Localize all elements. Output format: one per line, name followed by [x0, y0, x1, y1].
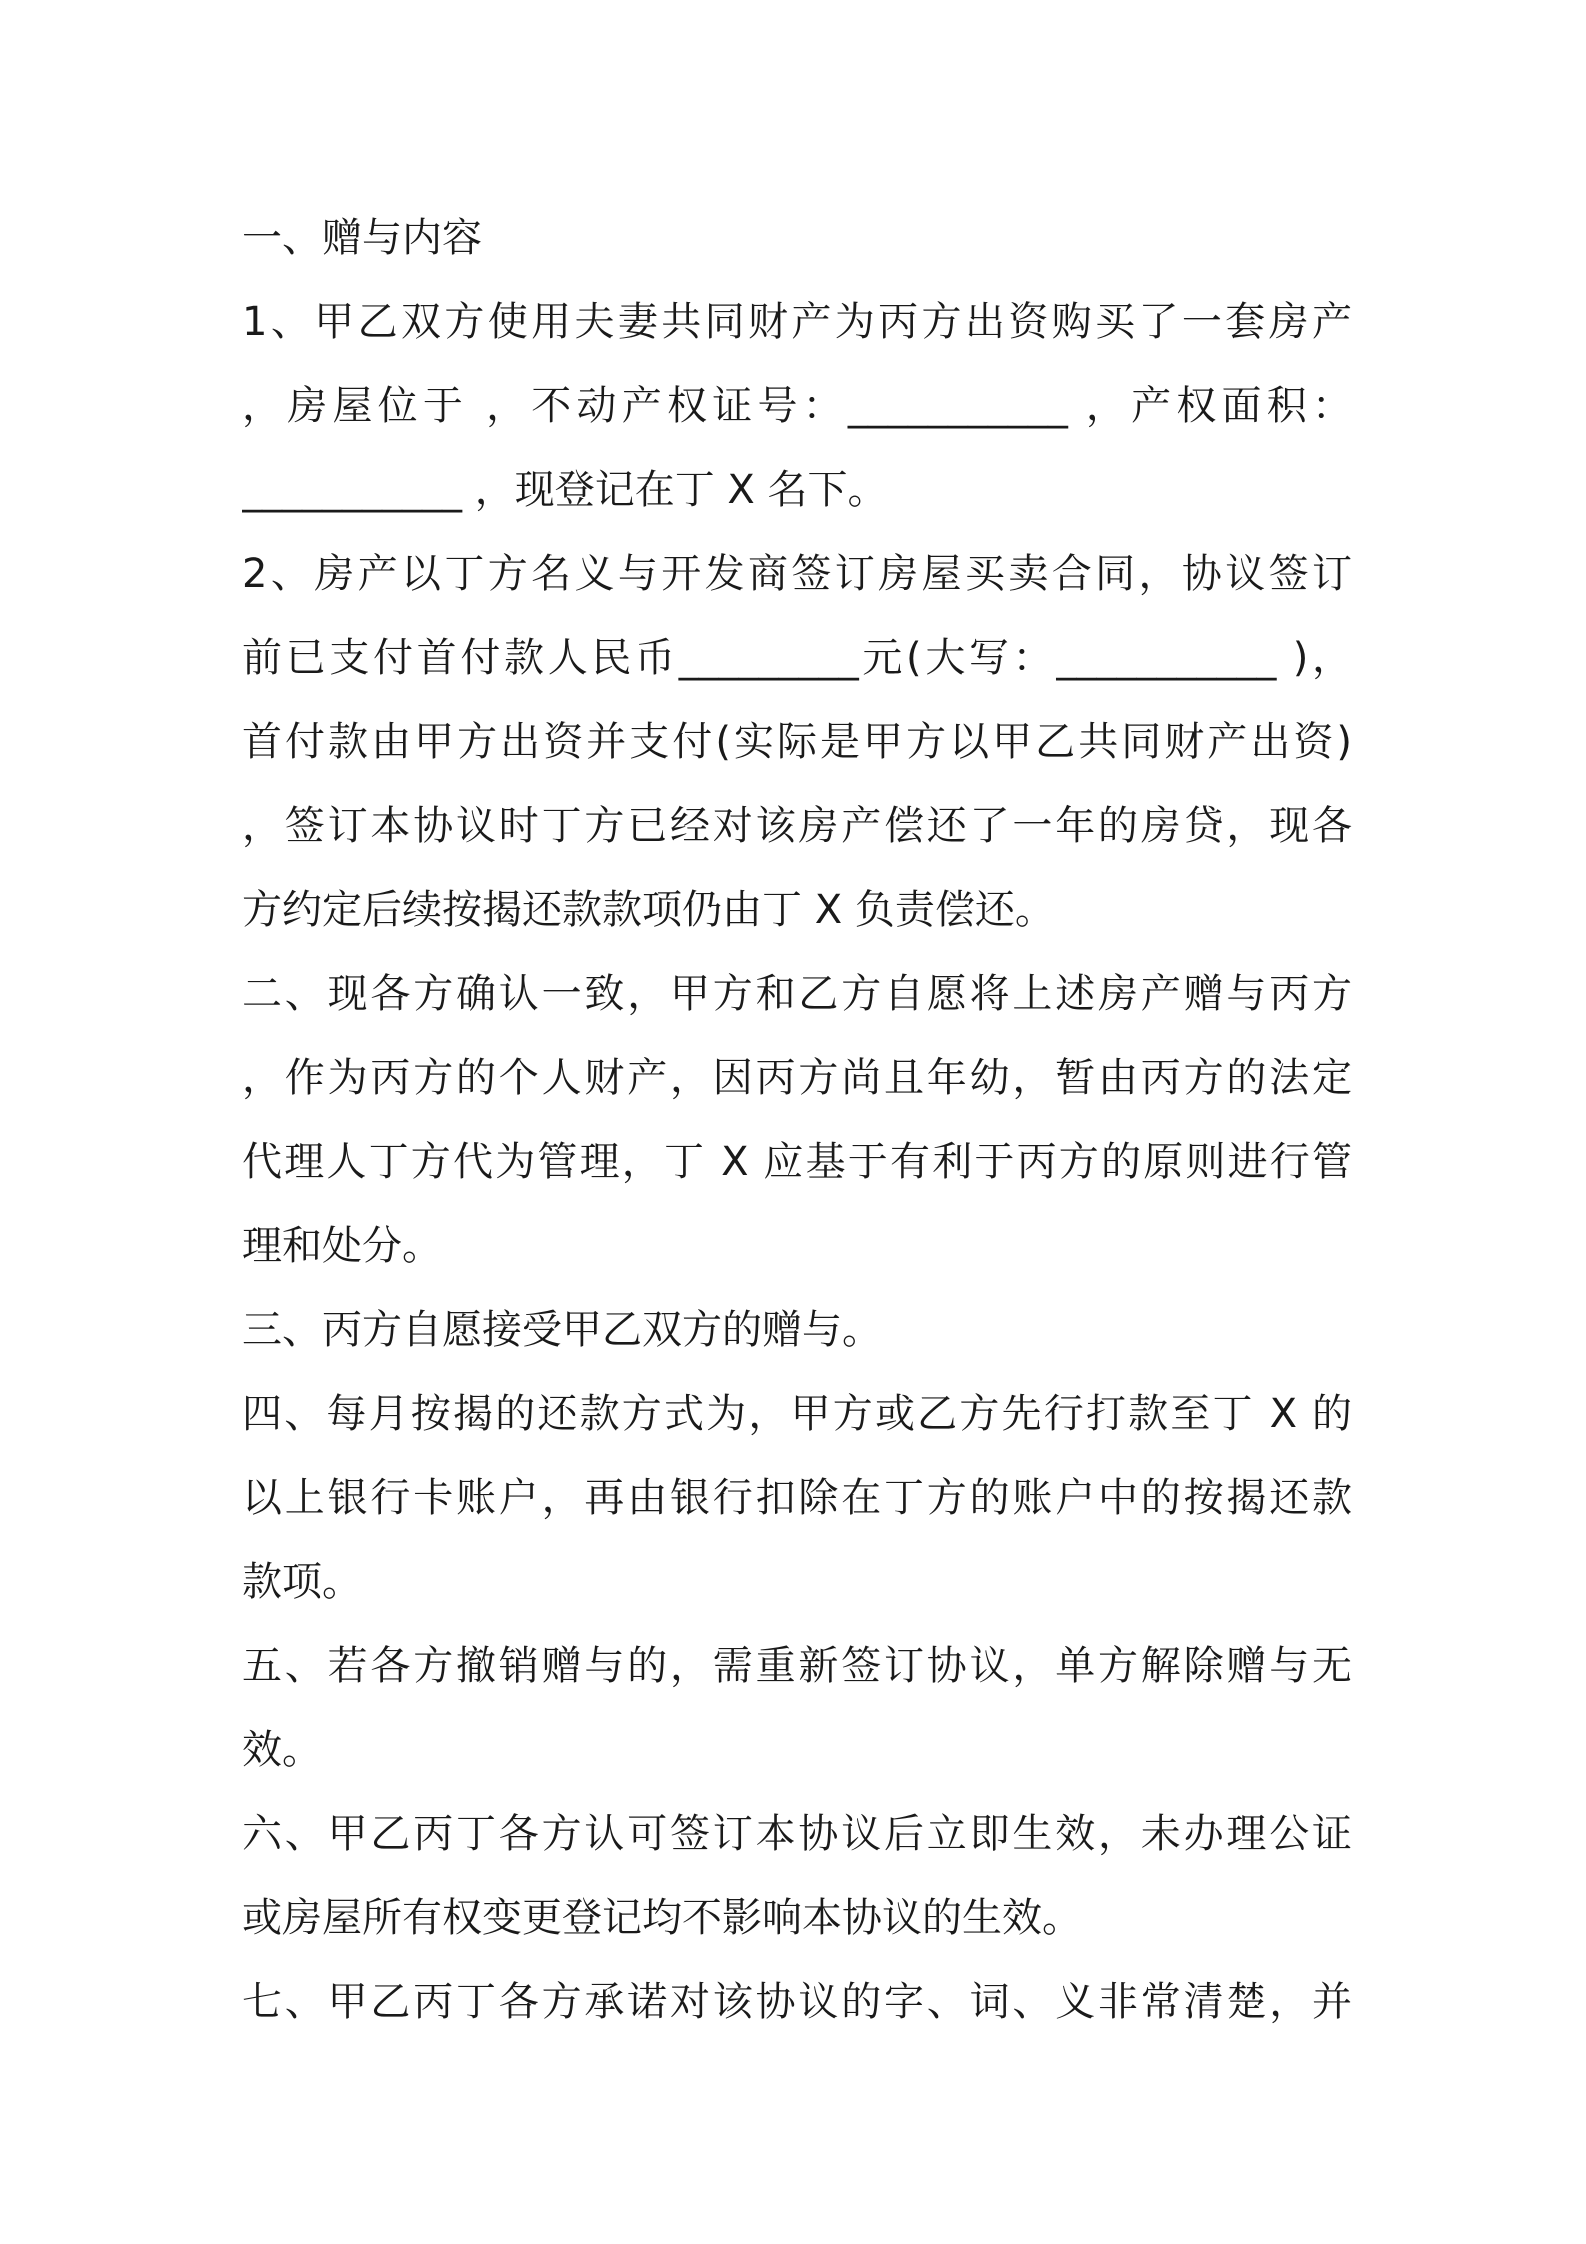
- text-line: 前已支付首付款人民币_________元(大写：___________ )，: [242, 635, 1352, 681]
- text-line: 或房屋所有权变更登记均不影响本协议的生效。: [242, 1895, 1082, 1941]
- text-line: 效。: [242, 1727, 322, 1773]
- text-line: 2、房产以丁方名义与开发商签订房屋买卖合同，协议签订: [242, 551, 1352, 597]
- text-line: 三、丙方自愿接受甲乙双方的赠与。: [242, 1307, 882, 1353]
- section-heading-gift-content: 一、赠与内容: [242, 215, 482, 261]
- agreement-text: [242, 196, 1352, 2044]
- text-line: 六、甲乙丙丁各方认可签订本协议后立即生效，未办理公证: [242, 1811, 1352, 1857]
- text-line: 款项。: [242, 1559, 362, 1605]
- text-line: 方约定后续按揭还款款项仍由丁 X 负责偿还。: [242, 887, 1055, 933]
- text-line: 代理人丁方代为管理，丁 X 应基于有利于丙方的原则进行管: [242, 1139, 1352, 1185]
- text-line: 四、每月按揭的还款方式为，甲方或乙方先行打款至丁 X 的: [242, 1391, 1352, 1437]
- text-line: 二、现各方确认一致，甲方和乙方自愿将上述房产赠与丙方: [242, 971, 1352, 1017]
- text-line: 七、甲乙丙丁各方承诺对该协议的字、词、义非常清楚，并: [242, 1979, 1352, 2025]
- text-line: 理和处分。: [242, 1223, 442, 1269]
- text-line: 五、若各方撤销赠与的，需重新签订协议，单方解除赠与无: [242, 1643, 1352, 1689]
- text-line: ，房屋位于 ，不动产权证号：___________ ，产权面积：: [242, 383, 1352, 429]
- text-line: ，签订本协议时丁方已经对该房产偿还了一年的房贷，现各: [242, 803, 1352, 849]
- text-line: 以上银行卡账户，再由银行扣除在丁方的账户中的按揭还款: [242, 1475, 1352, 1521]
- text-line: ，作为丙方的个人财产，因丙方尚且年幼，暂由丙方的法定: [242, 1055, 1352, 1101]
- text-line: ___________ ，现登记在丁 X 名下。: [242, 467, 888, 513]
- text-line: 1、甲乙双方使用夫妻共同财产为丙方出资购买了一套房产: [242, 299, 1352, 345]
- text-line: 首付款由甲方出资并支付(实际是甲方以甲乙共同财产出资): [242, 719, 1352, 765]
